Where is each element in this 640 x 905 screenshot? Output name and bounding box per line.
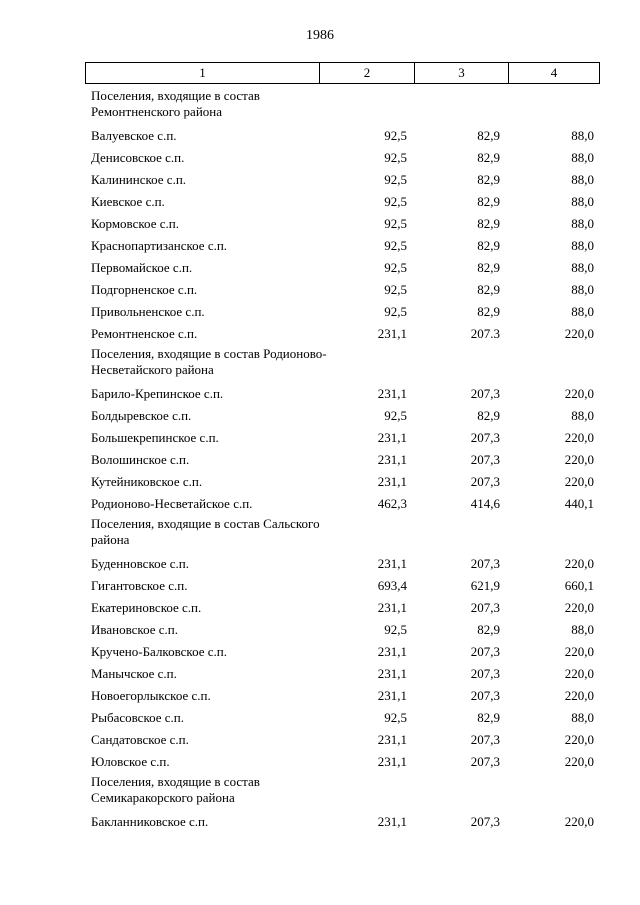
value-col-2: 231,1 <box>377 386 407 401</box>
table-header <box>85 62 600 84</box>
value-col-4: 220,0 <box>564 814 594 829</box>
value-col-3: 414,6 <box>470 496 500 511</box>
value-col-4: 88,0 <box>571 150 594 165</box>
value-col-2: 92,5 <box>384 282 407 297</box>
settlement-name: Первомайское с.п. <box>91 260 193 275</box>
settlement-name: Родионово-Несветайское с.п. <box>91 496 253 511</box>
value-col-3: 207,3 <box>470 814 500 829</box>
value-col-4: 88,0 <box>571 238 594 253</box>
value-col-4: 88,0 <box>571 128 594 143</box>
group-heading: Поселения, входящие в состав Семикаракорского района <box>91 774 260 805</box>
column-header-2: 2 <box>320 63 415 83</box>
table-body <box>0 86 640 832</box>
value-col-3: 82,9 <box>477 282 500 297</box>
value-col-4: 220,0 <box>564 556 594 571</box>
settlement-name: Кормовское с.п. <box>91 216 179 231</box>
settlement-name: Кутейниковское с.п. <box>91 474 203 489</box>
group-heading: Поселения, входящие в состав Сальского района <box>91 516 320 547</box>
value-col-3: 207,3 <box>470 754 500 769</box>
settlement-name: Большекрепинское с.п. <box>91 430 219 445</box>
value-col-3: 82,9 <box>477 194 500 209</box>
value-col-4: 220,0 <box>564 474 594 489</box>
table-row <box>0 662 640 684</box>
table-row <box>0 492 640 514</box>
value-col-3: 82,9 <box>477 710 500 725</box>
value-col-3: 207,3 <box>470 556 500 571</box>
column-header-1: 1 <box>86 63 320 83</box>
settlement-name: Калининское с.п. <box>91 172 187 187</box>
settlement-name: Бакланниковское с.п. <box>91 814 209 829</box>
value-col-2: 231,1 <box>377 326 407 341</box>
settlement-name: Подгорненское с.п. <box>91 282 198 297</box>
value-col-4: 220,0 <box>564 666 594 681</box>
value-col-3: 82,9 <box>477 260 500 275</box>
settlement-name: Юловское с.п. <box>91 754 170 769</box>
table-row <box>0 618 640 640</box>
table-row <box>0 552 640 574</box>
value-col-4: 220,0 <box>564 754 594 769</box>
value-col-2: 231,1 <box>377 688 407 703</box>
value-col-4: 88,0 <box>571 710 594 725</box>
table-row <box>0 404 640 426</box>
value-col-3: 82,9 <box>477 622 500 637</box>
settlement-name: Валуевское с.п. <box>91 128 177 143</box>
value-col-3: 82,9 <box>477 216 500 231</box>
value-col-2: 92,5 <box>384 150 407 165</box>
value-col-4: 220,0 <box>564 452 594 467</box>
value-col-2: 693,4 <box>377 578 407 593</box>
settlement-name: Болдыревское с.п. <box>91 408 192 423</box>
group-heading: Поселения, входящие в состав Ремонтненского района <box>91 88 260 119</box>
value-col-4: 220,0 <box>564 732 594 747</box>
table-row <box>0 574 640 596</box>
value-col-4: 88,0 <box>571 408 594 423</box>
value-col-2: 231,1 <box>377 814 407 829</box>
settlement-name: Киевское с.п. <box>91 194 165 209</box>
value-col-2: 92,5 <box>384 710 407 725</box>
value-col-3: 82,9 <box>477 408 500 423</box>
table-row <box>0 190 640 212</box>
settlement-name: Сандатовское с.п. <box>91 732 189 747</box>
value-col-2: 231,1 <box>377 644 407 659</box>
settlement-name: Ивановское с.п. <box>91 622 178 637</box>
value-col-2: 231,1 <box>377 600 407 615</box>
value-col-4: 88,0 <box>571 282 594 297</box>
value-col-2: 92,5 <box>384 304 407 319</box>
value-col-2: 92,5 <box>384 260 407 275</box>
table-row <box>0 706 640 728</box>
table-row <box>0 256 640 278</box>
settlement-name: Кручено-Балковское с.п. <box>91 644 227 659</box>
value-col-4: 88,0 <box>571 304 594 319</box>
value-col-4: 88,0 <box>571 622 594 637</box>
settlement-name: Краснопартизанское с.п. <box>91 238 228 253</box>
group-heading-row <box>0 344 640 382</box>
page-number: 1986 <box>306 28 334 43</box>
table-row <box>0 322 640 344</box>
value-col-2: 231,1 <box>377 430 407 445</box>
value-col-3: 207,3 <box>470 644 500 659</box>
value-col-2: 231,1 <box>377 754 407 769</box>
value-col-4: 440,1 <box>564 496 594 511</box>
settlement-name: Денисовское с.п. <box>91 150 185 165</box>
value-col-3: 207,3 <box>470 452 500 467</box>
value-col-4: 88,0 <box>571 216 594 231</box>
value-col-2: 92,5 <box>384 238 407 253</box>
column-header-4: 4 <box>550 65 558 80</box>
value-col-3: 82,9 <box>477 238 500 253</box>
value-col-4: 88,0 <box>571 194 594 209</box>
settlement-name: Екатериновское с.п. <box>91 600 202 615</box>
value-col-3: 207,3 <box>470 430 500 445</box>
value-col-2: 231,1 <box>377 452 407 467</box>
table-row <box>0 212 640 234</box>
table-row <box>0 640 640 662</box>
value-col-3: 207,3 <box>470 666 500 681</box>
table-row <box>0 470 640 492</box>
value-col-3: 82,9 <box>477 150 500 165</box>
settlement-name: Ремонтненское с.п. <box>91 326 198 341</box>
table-row <box>0 426 640 448</box>
value-col-2: 92,5 <box>384 408 407 423</box>
settlement-name: Манычское с.п. <box>91 666 177 681</box>
value-col-4: 220,0 <box>564 430 594 445</box>
value-col-4: 220,0 <box>564 644 594 659</box>
group-heading: Поселения, входящие в состав Родионово-Несветайского района <box>91 346 327 377</box>
table-row <box>0 596 640 618</box>
value-col-3: 82,9 <box>477 304 500 319</box>
value-col-2: 231,1 <box>377 474 407 489</box>
value-col-4: 220,0 <box>564 600 594 615</box>
value-col-3: 207,3 <box>470 600 500 615</box>
value-col-2: 462,3 <box>377 496 407 511</box>
value-col-3: 207,3 <box>470 688 500 703</box>
value-col-2: 92,5 <box>384 622 407 637</box>
table-row <box>0 300 640 322</box>
settlement-name: Новоегорлыкское с.п. <box>91 688 211 703</box>
value-col-2: 231,1 <box>377 732 407 747</box>
group-heading-row <box>0 772 640 810</box>
value-col-2: 231,1 <box>377 666 407 681</box>
value-col-2: 92,5 <box>384 128 407 143</box>
table-row <box>0 810 640 832</box>
table-row <box>0 124 640 146</box>
table-row <box>0 146 640 168</box>
value-col-4: 220,0 <box>564 326 594 341</box>
settlement-name: Буденновское с.п. <box>91 556 190 571</box>
settlement-name: Рыбасовское с.п. <box>91 710 185 725</box>
table-row <box>0 278 640 300</box>
table-row <box>0 382 640 404</box>
value-col-4: 660,1 <box>564 578 594 593</box>
settlement-name: Волошинское с.п. <box>91 452 190 467</box>
value-col-4: 88,0 <box>571 172 594 187</box>
column-header-3: 3 <box>415 63 509 83</box>
value-col-4: 88,0 <box>571 260 594 275</box>
value-col-2: 231,1 <box>377 556 407 571</box>
table-row <box>0 234 640 256</box>
value-col-3: 621,9 <box>470 578 500 593</box>
settlement-name: Гигантовское с.п. <box>91 578 188 593</box>
table-row <box>0 728 640 750</box>
value-col-3: 207,3 <box>470 474 500 489</box>
value-col-3: 82,9 <box>477 172 500 187</box>
value-col-4: 220,0 <box>564 688 594 703</box>
value-col-4: 220,0 <box>564 386 594 401</box>
group-heading-row <box>0 514 640 552</box>
table-row <box>0 168 640 190</box>
value-col-2: 92,5 <box>384 194 407 209</box>
group-heading-row <box>0 86 640 124</box>
value-col-2: 92,5 <box>384 216 407 231</box>
table-row <box>0 684 640 706</box>
settlement-name: Барило-Крепинское с.п. <box>91 386 224 401</box>
value-col-3: 207,3 <box>470 386 500 401</box>
value-col-2: 92,5 <box>384 172 407 187</box>
table-row <box>0 448 640 470</box>
table-row <box>0 750 640 772</box>
value-col-3: 207,3 <box>470 732 500 747</box>
value-col-3: 207.3 <box>470 326 500 341</box>
settlement-name: Привольненское с.п. <box>91 304 205 319</box>
value-col-3: 82,9 <box>477 128 500 143</box>
